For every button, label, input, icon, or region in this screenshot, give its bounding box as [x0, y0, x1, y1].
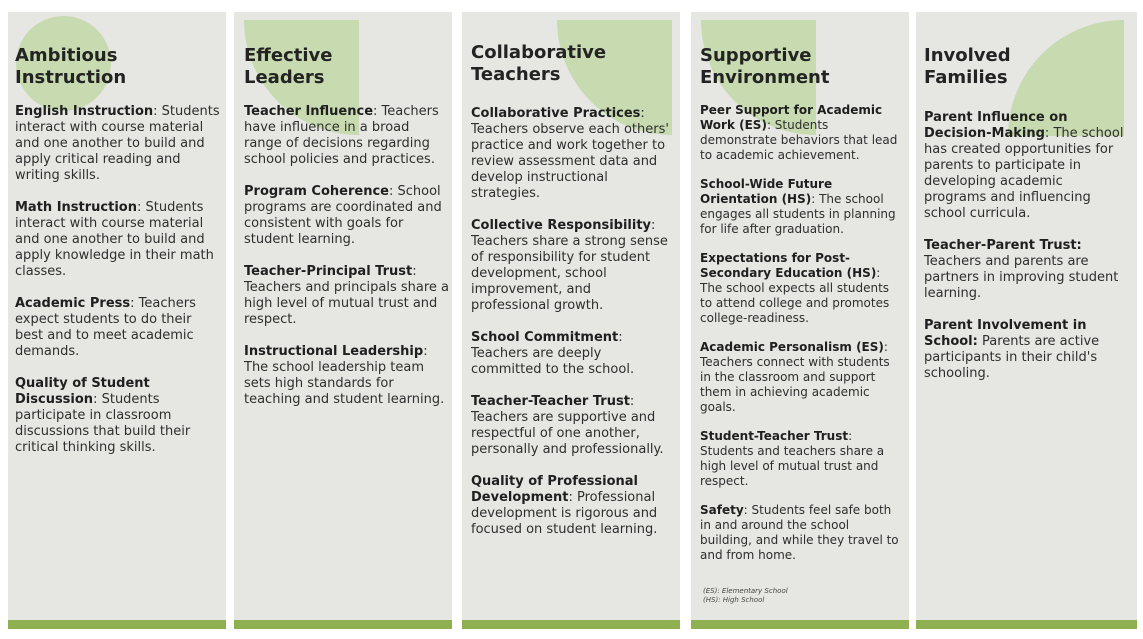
list-item: Collective Responsibility: Teachers share a strong sense of responsibility for student development, school improvement, and professional growth. [471, 218, 668, 313]
column-title: Collaborative Teachers [471, 42, 607, 85]
column-ambitious-instruction [8, 12, 226, 629]
column-body [15, 104, 223, 472]
column-title: Involved Families [924, 45, 1011, 88]
list-item: Instructional Leadership: The school leadership team sets high standards for teaching and student learning. [244, 344, 445, 407]
column-body [471, 106, 673, 554]
list-item: Student-Teacher Trust: Students and teachers share a high level of mutual trust and respect. [700, 429, 885, 488]
column-title: Ambitious Instruction [15, 45, 127, 88]
list-item: Peer Support for Academic Work (ES): Students demonstrate behaviors that lead to academic achievement. [700, 103, 898, 162]
column-collaborative-teachers [462, 12, 680, 629]
list-item: Parent Involvement in School: Parents are active participants in their child's schooling. [924, 318, 1100, 381]
list-item: Math Instruction: Students interact with course material and one another to build and apply knowledge in their math classes. [15, 200, 214, 279]
column-involved-families [916, 12, 1137, 629]
bottom-accent-bar [691, 620, 909, 629]
list-item: Academic Personalism (ES): Teachers connect with students in the classroom and support them in achieving academic goals. [700, 340, 890, 414]
footnote: (ES): Elementary School (HS): High School [703, 587, 788, 604]
bottom-accent-bar [916, 620, 1137, 629]
list-item: Teacher-Teacher Trust: Teachers are supportive and respectful of one another, personally and professionally. [471, 394, 664, 457]
list-item: Teacher Influence: Teachers have influence in a broad range of decisions regarding school policies and practices. [244, 104, 439, 167]
list-item: School-Wide Future Orientation (HS): The school engages all students in planning for life after graduation. [700, 177, 896, 236]
list-item: Program Coherence: School programs are coordinated and consistent with goals for student learning. [244, 184, 442, 247]
bottom-accent-bar [8, 620, 226, 629]
list-item: Quality of Student Discussion: Students participate in classroom discussions that build their critical thinking skills. [15, 376, 191, 455]
column-body [924, 110, 1129, 398]
column-title: Supportive Environment [700, 45, 830, 88]
list-item: Quality of Professional Development: Professional development is rigorous and focused on student learning. [471, 474, 658, 537]
column-title: Effective Leaders [244, 45, 333, 88]
list-item: English Instruction: Students interact with course material and one another to build and apply critical reading and writing skills. [15, 104, 220, 183]
column-supportive-environment [691, 12, 909, 629]
list-item: School Commitment: Teachers are deeply committed to the school. [471, 330, 635, 377]
list-item: Academic Press: Teachers expect students to do their best and to meet academic demands. [15, 296, 196, 359]
column-body [700, 103, 903, 577]
list-item: Collaborative Practices: Teachers observe each others' practice and work together to review assessment data and develop instructional strategies. [471, 106, 669, 201]
column-body [244, 104, 450, 424]
list-item: Teacher-Principal Trust: Teachers and principals share a high level of mutual trust and respect. [244, 264, 449, 327]
list-item: Teacher-Parent Trust: Teachers and parents are partners in improving student learning. [924, 238, 1119, 301]
bottom-accent-bar [462, 620, 680, 629]
list-item: Safety: Students feel safe both in and around the school building, and while they travel to and from home. [700, 503, 899, 562]
bottom-accent-bar [234, 620, 452, 629]
column-effective-leaders [234, 12, 452, 629]
list-item: Expectations for Post-Secondary Education (HS): The school expects all students to attend college and promotes college-readiness. [700, 251, 890, 325]
list-item: Parent Influence on Decision-Making: The school has created opportunities for parents to participate in developing academic programs and influencing school curricula. [924, 110, 1124, 221]
